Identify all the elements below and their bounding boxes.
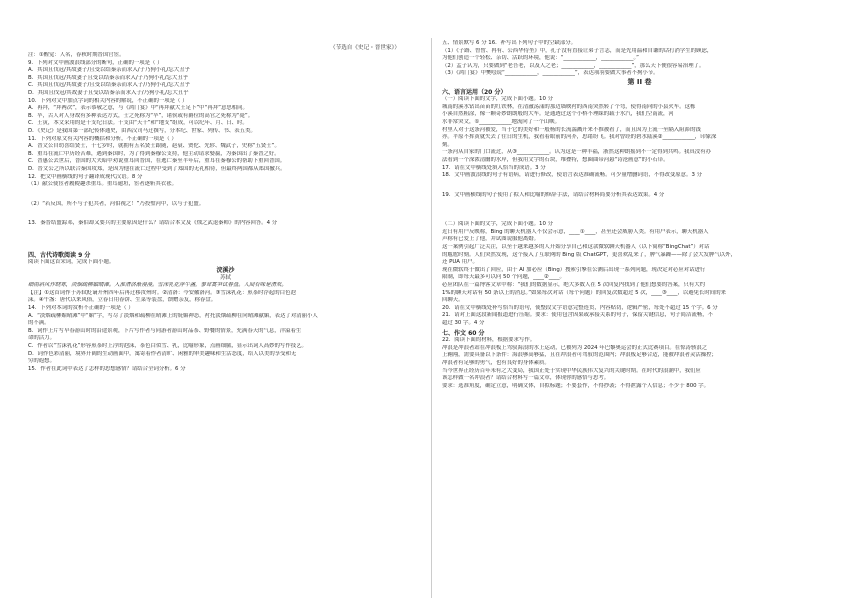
text-line: 18．文中画波浪线的句子有语病，请进行修改，使语言表达准确流畅。可少量增删词语，不得改变原意。3 分 <box>442 172 702 179</box>
language-questions <box>442 305 837 328</box>
poem-title: 浣溪沙 <box>216 267 235 275</box>
text-line: 14．下列对本词的赏析不正确的一项是（ ） <box>28 305 134 312</box>
text-line: 20．请在文中横线处补写恰当的语句，使整段文字语意完整连贯，内容贴切，逻辑严密，每处不超过 15 个字。6 分 <box>442 304 718 311</box>
text-line: 穷的遐想。 <box>28 358 55 365</box>
text-line: 15．作者在此词中表达了怎样的思想感情？请结合全词分析。6 分 <box>28 365 186 372</box>
text-line: B．重耳在流亡中历经苦难，遇到秦国时，为了得到秦穆公支持，他主动请求娶嬴，为秦国出了秦晋之好。 <box>28 150 280 157</box>
text-line: A．晋文公自幼喜结贤士，十七岁时，就拥有五名贤士跟随，赵衰、贾佗、先轸、魏武子，史称“五贤士”。 <box>28 143 280 150</box>
poem-questions <box>28 290 423 374</box>
text-line: （1）《子路、曾皙、冉有、公西华侍坐》中，孔子没有直接让弟子言志，而是先用温和自谦的话打消学生的顾虑， <box>442 47 713 54</box>
text-line: 上翱翔，需要具备以下条件：海浪够高够猛，且在冲浪者可驾驭的范围内；冲浪板足够合适，能被冲浪者灵活操控； <box>442 352 717 359</box>
text-line: （一）阅读下面的文字，完成下面小题。10 分 <box>442 96 553 103</box>
question-19: 19．文中画横线的句子使用了拟人和比喻的修辞手法，请结合材料简要分析其表达效果。4 分 <box>442 191 665 198</box>
text-line: 的不满。 <box>28 320 50 327</box>
right-column <box>442 40 837 390</box>
text-line: B．词作上片写早春游山时的沿途景观，下片写作者与同游者游山时品茶、野餐的情景，充满春天的气息，洋溢着生 <box>28 327 302 334</box>
essay-prompt <box>442 337 837 390</box>
text-line: 城南的溪水钻出苗苗的红铁林，在清澈荡漾的那边墙映衬的西南突然转了个弯，使得南向的小县火车。这栋 <box>442 103 696 110</box>
text-line: B．卒，古人对人身故有多种表达方式，士之死称为“卒”，诸侯或有爵位的高官之死称为“薨”。 <box>28 112 254 119</box>
dictation-questions <box>442 40 837 78</box>
column-divider <box>431 38 432 598</box>
text-line: 的尴尬时刻。人们突然发现，这个接入了互联网的 Bing 版 ChatGPT，更喜欢乱来了，脾气暴躁——除了会大发脾气以外， <box>442 251 736 258</box>
section-7-title: 七、作文 60 分 <box>442 329 485 337</box>
text-line: （2）孟子认为，只要做到“老吾老，以及人之老；____________，____________”，那么天下便很容易治理了。 <box>442 62 705 69</box>
text-line: D．其国且伐冠/其故妻子且受以结秦亲而求入子/乃狗小礼/忘大丑乎 <box>28 89 189 96</box>
section-4-title: 四、古代诗歌阅读 9 分 <box>28 251 91 259</box>
text-line: 近日有用户反映称，Bing 的聊天机器人不仅会示意，____①____，甚至还会威胁人类。有用户表示，聊天机器人 <box>442 228 709 235</box>
text-line: （二）阅读下面的文字，完成下面小题。10 分 <box>442 221 553 228</box>
text-line: C．晋惠公去世后，晋国的大夫暗中劝说重耳回晋国，在逃亡秦至半年后，重耳在秦穆公的帮助下重回晋国。 <box>28 158 286 165</box>
text-line: （3）《鸿门宴》中樊哙说“____________，____________”，表达项羽要做大事者不拘小节。 <box>442 70 659 77</box>
section-6-title: 六、语言运用（20 分） <box>442 88 507 96</box>
text-line: （1）献公使宦者履鞮趣杀重耳。重耳逾垣，宦者逐斩其衣袪。 <box>28 181 177 188</box>
text-line: A．再拜，“拜两次”，表示恭敬之意，与《鸿门宴》中“再拜献大王足下”中“再拜”意思相同。 <box>28 105 248 112</box>
left-column <box>28 40 423 373</box>
text-line: 10．下列对文中加点字词的相关内容的解说，不正确的一项是（ ） <box>28 97 188 104</box>
text-line: 冲浪者有足够的勇气，也有良好的身体素质。 <box>442 359 550 366</box>
text-line: 22．阅读下面的材料，根据要求写作。 <box>442 337 536 344</box>
text-line: 21．请对上面这段新闻报道进行压缩。要求：使用包含因果或承接关系的句子，保留关键信息，句子简洁流畅，不 <box>442 312 714 319</box>
question-13: 13．秦晋结盟踪邓，秦伯却又要兵的主要原因是什么？请结合本文及《烛之武退秦师》的内容回答。4 分 <box>28 220 278 227</box>
text-line: 现在微软终于做出了回应，由于 AI 加必应（Bing）搜索引擎在公测后出现一系列问题，现决定对必应对话进行 <box>442 266 706 273</box>
text-line: 注：①醒觉：人名，春秋时期晋国官宦。 <box>28 52 125 58</box>
text-line: 回聊天。 <box>442 297 464 304</box>
text-line: 必应团队在一篇博客文章中称：“我们的数据显示，绝大多数人在 5 次回复内找到了他们想要的答案，只有大约 <box>442 282 706 289</box>
text-line: 该怎样做一名冲浪者？请结合材料写一篇文章，体现你的感悟与思考。 <box>442 375 610 382</box>
text-line: B．其国且伐冠/其故妻子且受以结秦亲而求入/子乃狗小礼/忘大丑乎 <box>28 74 189 81</box>
text-line: C．王寅，本文采用的是干支纪日法。干支由“天干”和“地支”组成，可以纪年、月、日、时。 <box>28 120 248 127</box>
text-line: 【注】①这首词作于苏轼贬谪开州四年后再迁移汝州时。②清洛：今安徽洛河。③雪沫乳花：煎茶时浮起的白色泡 <box>28 289 296 296</box>
language-passage-2 <box>442 221 837 305</box>
reading-questions <box>28 52 423 189</box>
text-line: 刻。 <box>442 141 453 148</box>
text-line: 9．下列对文中画波浪线部分的断句，正确的一项是（ ） <box>28 59 163 66</box>
text-line: 水非常突文，①____________地流向了一个山峡。 <box>442 118 561 125</box>
text-line: 超过 30 字。4 分 <box>442 320 485 326</box>
text-line: 沫。④午盏：唐代以来风俗，立春日用春饼、生菜等装盘，馈赠亲友，称春盘。 <box>28 297 217 304</box>
text-line: 为他们创造一个轻松、亲切、活跃的环境，他说：“____________，____________。” <box>442 55 639 62</box>
poem-text: 细雨斜风作晓寒，淡烟疏柳媚晴滩。入淮清洛渐漫漫。雪沫乳花浮午盏，蓼茸蒿笋试春盘。人间有味是清欢。 <box>28 282 287 289</box>
text-line: C．作者以“雪沫乳花”形容煎茶时上浮的泡沫，茶色白似雪、乳，比喻形象，点画细腻，显示出词人高妙的写作技艺。 <box>28 343 307 349</box>
poem-author: 苏轼 <box>220 274 231 281</box>
text-line: 声称有已爱上了他，并试图说服他离婚。 <box>442 236 540 243</box>
text-line: A．其国且伐冠/其故妻子/且受以结秦亲而求入/子乃狗小礼/忘大丑乎 <box>28 67 190 74</box>
text-line: A．“淡烟疏柳媚晴滩”中“媚”字，写尽了淡烟和疏柳在晴滩上的妩媚神态，衬托淡烟疏柳在向晴滩献媚，表达了对清丽小人 <box>28 312 318 319</box>
text-line: 这一案例引起广泛关注，以至于越来越多的人开始分享自己和这款微软聊天机器人（以下简称“BingChat”）对话 <box>442 244 710 251</box>
text-line: 要求：选准角度，确定立意，明确文体，自拟标题；不要套作，不得抄袭；不得泄露个人信息；不少于 800 字。 <box>442 382 710 389</box>
text-line: 村里人对于这条河被爱，当于它的美好和一般杨的长流湍溅开来不推被看了，而且因为上流一至隔入阻滞的钱 <box>442 126 701 133</box>
text-line: 五、情景默写 6 分 16．补写出下列句子中的空缺部分。 <box>442 40 577 46</box>
text-line: 亦。平原不挥黄就失去了往日的生机，我看着眼前的河芥，思绪纷飞。我对曾经的碧水陆溪②____________，印象深 <box>442 134 717 141</box>
text-line: 还 PUA 用户。 <box>442 259 478 266</box>
text-line: D．词作色彩清丽，境界开阔的生动画面中，寓寄着作者清旷、闲雅的审美趣味和生活态度，给人以美的享受和无 <box>28 350 297 357</box>
translation-sentence-2: （2）“若反国，所不与子犯共者，河伯视之！”乃投璧河中，以与子犯盟。 <box>28 200 205 207</box>
text-line: 当今世界正经历百年未有之大变局，我国正处于实现中华民族伟大复兴的关键时期。在时代的浪潮中，我们应 <box>442 367 701 374</box>
part-2-title: 第 II 卷 <box>627 77 652 86</box>
text-line: 小溪自然粗涂，像一颗奇妙朗朗般的大车。是通透过这个小桥不理睬的载于水汽，我们空南流，河 <box>442 111 674 118</box>
text-line: 法看到一个深浓清幽的水岸，但我用文字的石块，堆叠特，想圈曲带河悬“诗沧画意”的小石庠。 <box>442 156 669 163</box>
text-line: 11．下列对原文有关内容的概括和分析，不正确的一项是（ ） <box>28 135 177 142</box>
text-line: 限制，即每天最多可以问 50 个问题，____②____。 <box>442 274 565 281</box>
source-note: （节选自《史记・晋世家》） <box>330 45 400 51</box>
section-4-intro: 阅读下面这首宋词，完成下面小题。 <box>28 259 115 266</box>
text-line: 12．把文中画横线的句子翻译成现代汉语。8 分 <box>28 173 143 180</box>
text-line: 1%的聊天对话有 50 条以上的消息。”如果每次对话（每个问题）的回复次数超过 5 次，____③____，以避免长时间的来 <box>442 289 726 296</box>
text-line: 命的活力。 <box>28 335 55 342</box>
text-line: 17．请在文中横线处填入恰当的成语。3 分 <box>442 164 546 171</box>
text-line: D．《史记》是我国第一部纪传体通史，由西汉司马迁撰写，分本纪、世家、列传、书、表五类。 <box>28 127 256 134</box>
text-line: C．其国且伐冠/其故妻子/且受以结秦亲而求入子/乃狗小礼/忘大丑乎 <box>28 82 190 89</box>
text-line: D．晋文公之所以联合秦国攻郑，是因为他在流亡过程中受到了郑国的无礼相待，但最终两国都从郑国撤兵。 <box>28 165 286 172</box>
text-line: 冲浪是冲浪者站在冲浪板上驾驭海浪的水上运动，已被列为 2024 年巴黎奥运会的正式比赛项目。在惊涛骇浪之 <box>442 344 708 351</box>
text-line: 一条河从自家的门口流过，从③____________。认为这是一种丰福，浙然这种朗摇到不一定得到共鸣。我真没有办 <box>442 149 711 156</box>
language-passage-1 <box>442 96 837 180</box>
